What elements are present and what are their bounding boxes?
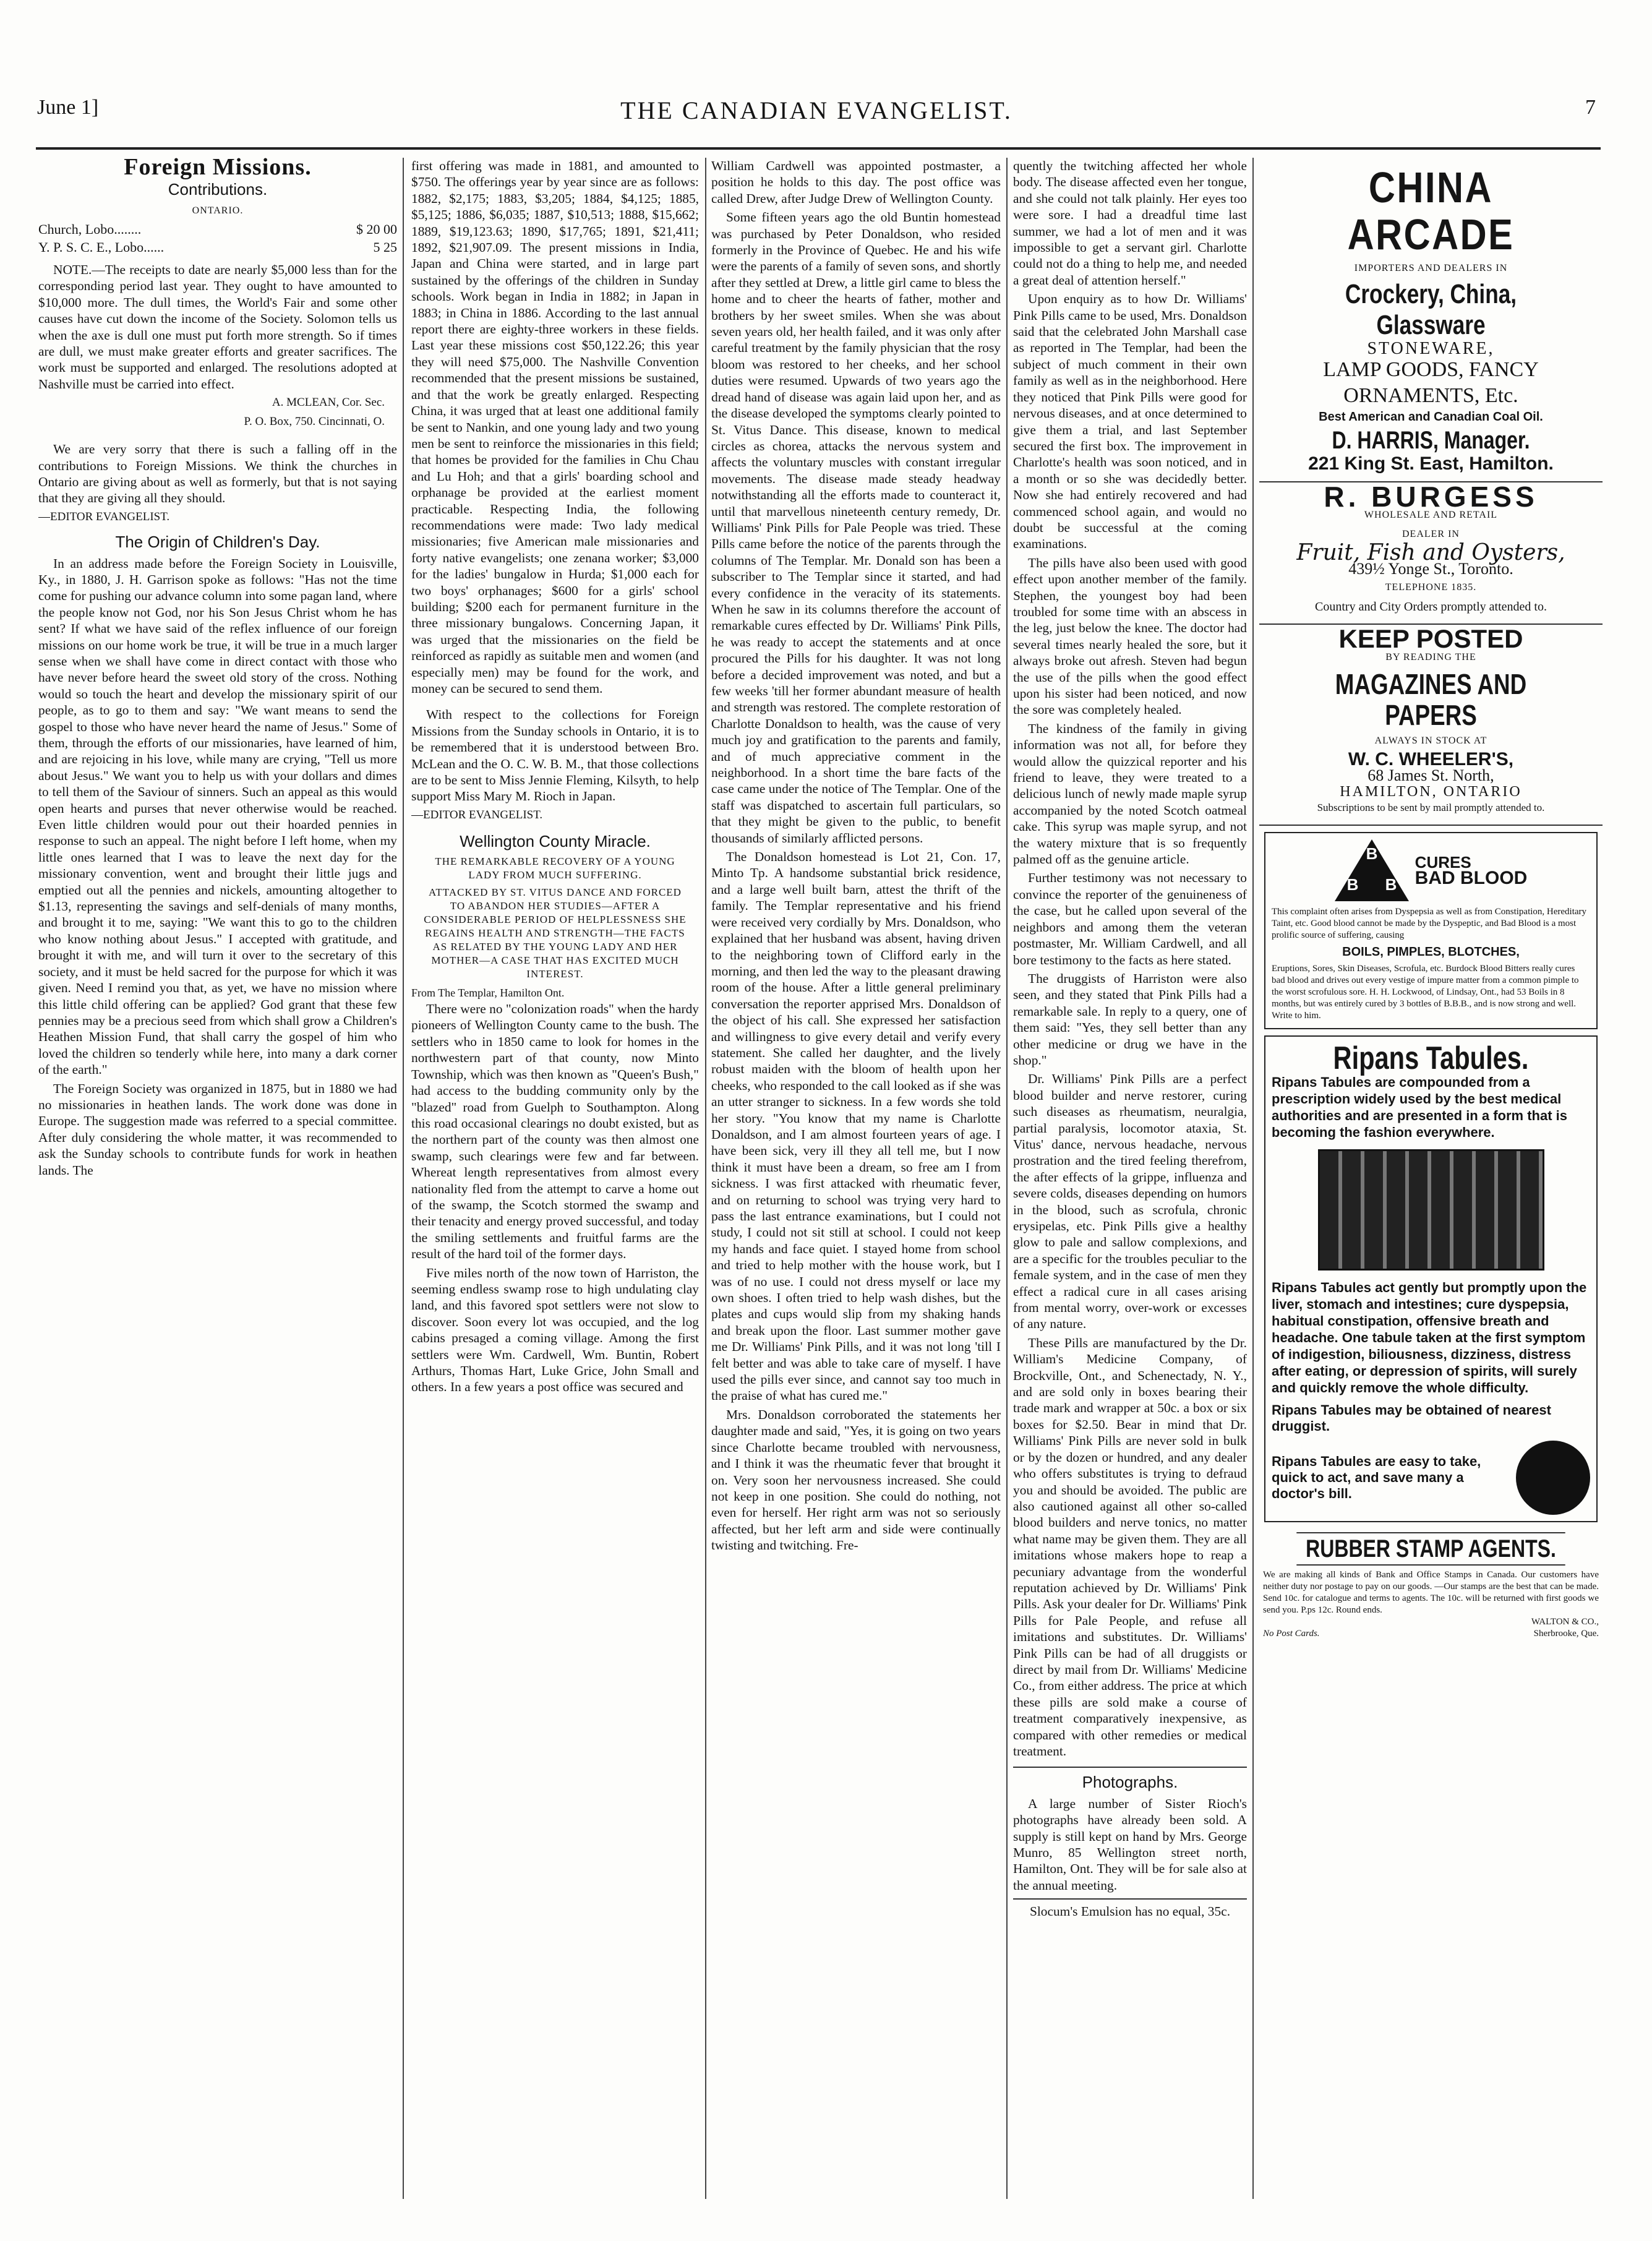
article-deck: THE REMARKABLE RECOVERY OF A YOUNG LADY FROM MUCH SUFFERING.	[435, 855, 675, 881]
bbb-logo	[1272, 839, 1590, 901]
ad-note: No Post Cards.	[1263, 1628, 1320, 1639]
article-title: The Origin of Children's Day.	[115, 533, 320, 552]
column-advertisements	[1259, 158, 1603, 2193]
ad-manager: D. HARRIS, Manager.	[1332, 427, 1530, 455]
page-number: 7	[1585, 96, 1596, 119]
column-divider	[1252, 158, 1254, 2199]
article-paragraph: The pills have also been used with good effect upon another member of the family. Stephen, the youngest boy had been troubled for some time with an abscess in the leg, just below the knee. The doctor had several times nearly healed the sore, but it always broke out afresh. Steven had begun the use of the pills when the good effect upon his sister had been noticed, and now the sore was completely healed.	[1013, 555, 1247, 718]
article-paragraph: Five miles north of the now town of Harriston, the seeming endless swamp rose to high undulating clay land, and this favored spot settlers were not slow to discover. Soon every lot was occupied, and the log cabins presaged a coming village. Among the first settlers were Wm. Cardwell, Wm. Buntin, Robert Arthurs, Thomas Hart, Luke Grice, John Small and others. In a few years a post office was secured and	[411, 1265, 699, 1395]
ad-body: Ripans Tabules may be obtained of nearest druggist.	[1272, 1402, 1551, 1434]
ad-company: WALTON & CO.,	[1531, 1616, 1599, 1627]
header-rule	[36, 147, 1601, 150]
ad-line: ORNAMENTS, Etc.	[1343, 384, 1518, 408]
tabules-boxes-illustration	[1318, 1149, 1544, 1270]
section-title: Foreign Missions.	[124, 158, 312, 180]
ad-line: Subscriptions to be sent by mail promptly attended to.	[1317, 802, 1545, 814]
article-paragraph: Mrs. Donaldson corroborated the statements her daughter made and said, "Yes, it is going on two years since Charlotte became troubled with nervousness, and I think it was the rheumatic fever that brought it on. Very soon her nervousness increased. She could not keep in one position. She could do nothing, not even for herself. Her right arm was not so seriously affected, but her left arm and side were continually twisting and twitching. Fre-	[711, 1407, 1001, 1553]
ad-headline: CURES	[1414, 853, 1471, 872]
column-foreign-missions	[38, 158, 397, 2193]
ad-telephone: TELEPHONE 1835.	[1385, 582, 1477, 593]
article-source: From The Templar, Hamilton Ont.	[411, 986, 565, 999]
ad-body: We are making all kinds of Bank and Office Stamps in Canada. Our customers have neither duty nor postage to pay on our goods. —Our stamps are the best that can be made. Send 10c. for catalogue and terms to agents. The 10c. will be returned with first goods we send you. P.ps 12c. Round ends.	[1263, 1569, 1599, 1615]
ad-products: Fruit, Fish and Oysters,	[1296, 540, 1565, 566]
ripans-seal-icon	[1516, 1441, 1590, 1515]
ad-line: BY READING THE	[1385, 652, 1476, 663]
ad-burgess	[1259, 482, 1603, 625]
ad-body: This complaint often arises from Dyspepsia as well as from Constipation, Hereditary Taint, etc. Good blood cannot be made by the Dyspeptic, and Bad Blood is a most prolific source of suffering, causing	[1272, 907, 1587, 941]
ad-body: Eruptions, Sores, Skin Diseases, Scrofula, etc. Burdock Blood Bitters really cures bad blood and drives out every vestige of impure matter from a common pimple to the worst scrofulous sore. H. H. Lockwood, of Lindsay, Ont., had 53 Boils in 8 months, but was entirely cured by 3 bottles of B.B.B., and is now strong and well. Write to him.	[1272, 963, 1579, 1021]
ad-address: 68 James St. North,	[1367, 766, 1494, 785]
ad-name: W. C. WHEELER'S,	[1348, 749, 1514, 770]
page-header	[37, 96, 1596, 139]
bbb-triangle-icon: B B B	[1335, 839, 1409, 901]
ad-headline: CHINA ARCADE	[1347, 163, 1515, 259]
article-paragraph: With respect to the collections for Foreign Missions from the Sunday schools in Ontario, it is to be remembered that it is understood between Bro. McLean and the O. C. W. B. M., that those collections are to be sent to Miss Jennie Fleming, Kilsyth, to help support Miss Mary M. Rioch in Japan.	[411, 707, 699, 804]
ad-line: WHOLESALE AND RETAIL	[1364, 510, 1498, 521]
contributions-title: Contributions.	[168, 180, 268, 199]
ad-line: Best American and Canadian Coal Oil.	[1319, 410, 1543, 424]
signature-address: P. O. Box, 750. Cincinnati, O.	[244, 414, 385, 428]
column-divider	[705, 158, 706, 2199]
article-paragraph: Further testimony was not necessary to convince the reporter of the genuineness of the case, but he called upon several of the neighbors and among them the veteran postmaster, Mr. William Cardwell, and all bore testimony to the facts as here stated.	[1013, 870, 1247, 967]
article-paragraph: These Pills are manufactured by the Dr. William's Medicine Company, of Brockville, Ont., and Schenectady, N. Y., and are sold only in boxes bearing their trade mark and wrapper at 50c. a box or six boxes for $2.50. Bear in mind that Dr. Williams' Pink Pills are never sold in bulk or by the dozen or hundred, and any dealer who offers substitutes is trying to defraud you and should be avoided. The public are also cautioned against all other so-called blood builders and nerve tonics, no matter what name may be given them. They are all imitations whose makers hope to reap a pecuniary advantage from the wonderful reputation achieved by Dr. Williams' Pink Pills. Ask your dealer for Dr. Williams' Pink Pills for Pale People, and refuse all imitations and substitutes. Dr. Williams' Pink Pills can be had of all druggists or direct by mail from Dr. Williams' Medicine Co., from either address. The price at which these pills are sold make a course of treatment comparatively inexpensive, as compared with other remedies or medical treatment.	[1013, 1335, 1247, 1759]
article-paragraph: The kindness of the family in giving information was not all, for before they would allow the quizzical reporter and his friend to leave, they were treated to a delicious lunch of newly made maple syrup accompanied by the noted Scotch oatmeal cake. This syrup was maple syrup, and not the watery mixture that is so frequently palmed off as the genuine article.	[1013, 721, 1247, 867]
article-deck: ATTACKED BY ST. VITUS DANCE AND FORCED TO ABANDON HER STUDIES—AFTER A CONSIDERABLE PERIOD OF HELPLESSNESS SHE REGAINS HEALTH AND STRENGTH—THE FACTS AS RELATED BY THE YOUNG LADY AND HER MOTHER—A CASE THAT HAS EXCITED MUCH INTEREST.	[424, 886, 687, 980]
editor-signature: —EDITOR EVANGELIST.	[411, 808, 543, 821]
ad-bbb	[1264, 832, 1598, 1029]
newspaper-title: THE CANADIAN EVANGELIST.	[620, 96, 1012, 124]
editor-note: We are very sorry that there is such a falling off in the contributions to Foreign Missions. We think the churches in Ontario are giving about as well as formerly, but that is not saying that they are giving all they should.	[38, 442, 397, 506]
article-paragraph: Some fifteen years ago the old Buntin homestead was purchased by Peter Donaldson, who resided formerly in the Province of Quebec. He and his wife were the parents of a family of seven sons, and shortly after they settled at Drew, a little girl came to bless the home and to cheer the hearts of father, mother and brothers by her sweet smiles. When she was about seven years old, her health failed, and it was only after careful treatment by the family physician that the rosy bloom was restored to her cheeks, and her school duties were resumed. Upwards of two years ago the dread hand of disease was again laid upon her, and as the disease developed the symptoms clearly pointed to St. Vitus Dance. This disease, known to medical circles as chorea, attacks the nervous system and affects the voluntary muscles with constant irregular movements. The disease made steady headway notwithstanding all the efforts made to counteract it, until that marvellous nineteenth century remedy, Dr. Williams' Pink Pills for Pale People was tried. These Pills came before the notice of the parents through the columns of The Templar. Mr. Donald son has been a subscriber to The Templar since it started, and had every confidence in the veracity of its statements. When he saw in its columns therefore the account of remarkable cures effected by Dr. Williams' Pink Pills, he was ready to accept the statements and at once procured the Pills for his daughter. It was not long before a decided improvement was noted, and but a few weeks 'till her former abundant measure of health and strength was restored. The complete restoration of Charlotte Donaldson to health, was the cause of very much joy and gratification to the parents and family, and of much appreciative comment in the neighborhood. In a short time the bare facts of the case came under the notice of The Templar. One of the staff was dispatched to ascertain full particulars, so that they might be given to the public, to benefit thousands of similarly afflicted persons.	[711, 210, 1001, 846]
ledger-entry: Y. P. S. C. E., Lobo...... 5 25	[38, 239, 397, 255]
region-label: ONTARIO.	[192, 205, 244, 216]
ad-headline: KEEP POSTED	[1338, 623, 1523, 653]
article-title: Photographs.	[1013, 1767, 1247, 1790]
note-paragraph: NOTE.—The receipts to date are nearly $5,000 less than for the corresponding period last year. They ought to have amounted to $10,000 more. The dull times, the World's Fair and some other causes have cut down the income of the Society. Solomon tells us when the axe is dull one must put forth more strength. So if times are dull, we must make greater efforts and greater sacrifices. The work must be supported and enlarged. The resolutions adopted at Nashville must be carried into effect.	[38, 262, 397, 392]
article-paragraph: Dr. Williams' Pink Pills are a perfect blood builder and nerve restorer, curing such diseases as rheumatism, neuralgia, partial paralysis, locomotor ataxia, St. Vitus' dance, nervous headache, nervous prostration and the tired feeling therefrom, the after effects of la grippe, influenza and severe colds, diseases depending on humors in the blood, such as scrofula, chronic erysipelas, etc. Pink Pills give a healthy glow to pale and sallow complexions, and are a specific for the troubles peculiar to the female system, and in the case of men they effect a radical cure in all cases arising from mental worry, over-work or excesses of any nature.	[1013, 1071, 1247, 1332]
ad-headline: BAD BLOOD	[1414, 868, 1528, 889]
column-4	[1013, 158, 1247, 2193]
ad-line: IMPORTERS AND DEALERS IN	[1354, 263, 1508, 273]
ad-address: 439½ Yonge St., Toronto.	[1348, 560, 1513, 578]
ad-line: Country and City Orders promptly attended to.	[1315, 599, 1547, 614]
article-title: Wellington County Miracle.	[460, 832, 651, 851]
ad-city: HAMILTON, ONTARIO	[1340, 784, 1522, 800]
article-paragraph: In an address made before the Foreign Society in Louisville, Ky., in 1880, J. H. Garrison spoke as follows: "Has not the time come for pushing our advance column into some pagan land, where the people know not God, nor his Son Jesus Christ whom he has sent? If what we have said of the reflex influence of our foreign missions on our home work be true, it will be true in a much larger sense when we shall have come in direct contact with those who have never before heard the sweet old story of the cross. Nothing would so touch the heart and develop the missionary spirit of our people, as to go to them and say: "We want means to send the gospel to those who have never heard the name of Jesus." Some of them, through the efforts of our missionaries, have learned of him, and are rejoicing in his love, while many are crying, "Tell us more about Jesus." We want you to help us with your dollars and dimes to tell them of the Saviour of sinners. Such an appeal as this would open hearts and purses that never otherwise would be reached. Even little children would pour out their hoarded pennies in response to such an appeal. The night before I left home, when my little ones learned that I was to leave the next day for the missionary convention, went and brought their little jugs and emptied out all the pennies and nickels, amounting altogether to $1.13, representing the savings and self-denials of many months, and brought it to me, saying: "We want this to go to the children who know nothing about Jesus." I accepted with gratitude, and brought it with me, and will turn it over to the secretary of this society, and it must be held sacred for the purpose for which it was given. Need I remind you that, as yet, we have no mission where this little child offering can be applied? God grant that these few pennies may be a precious seed from which shall grow a Children's Heathen Mission Fund, that shall carry the gospel of him who loved the children so tenderly while here, into many a dark corner of the earth."	[38, 555, 397, 1078]
ad-body: Ripans Tabules act gently but promptly upon the liver, stomach and intestines; cure dyspepsia, habitual constipation, offensive breath and headache. One tabule taken at the first symptom of indigestion, biliousness, dizziness, distress after eating, or depression of spirits, will surely and quickly remove the whole difficulty.	[1272, 1279, 1587, 1395]
article-paragraph: The Foreign Society was organized in 1875, but in 1880 we had no missionaries in heathen lands. The work done was done in Europe. The suggestion made was referred to a special committee. After duly considering the whole matter, it was recommended to ask the Sunday schools to contribute funds for work in heathen lands. The	[38, 1081, 397, 1178]
ad-line: DEALER IN	[1402, 528, 1460, 539]
column-divider	[403, 158, 404, 2199]
ad-line: STONEWARE,	[1367, 339, 1495, 359]
ledger-entry: Church, Lobo........ $ 20 00	[38, 221, 397, 238]
article-paragraph: first offering was made in 1881, and amounted to $750. The offerings year by year since are as follows: 1882, $2,175; 1883, $3,205; 1884, $4,125; 1885, $5,125; 1886, $6,035; 1887, $10,513; 1888, $15,662; 1889, $19,123.63; 1890, $17,765; 1891, $21,411; 1892, $21,907.09. The present missions in India, Japan and China were started, and in large part sustained by the offerings of the children in Sunday schools. Work began in India in 1882; in Japan in 1883; in China in 1886. According to the last annual report there are eighty-three workers in these fields. Last year these missions cost $50,122.26; this year they will need $75,000. The Nashville Convention recommended that the present missions be sustained, and that the work be greatly enlarged. Respecting China, it was urged that at least one additional family be sent to Nankin, and one young lady and two young men be sent to reinforce the missionaries in this field; that homes be provided for the families in Chu Chau and Lu Hoh; and that a girls' boarding school and orphanage be provided at the earliest moment practicable. Respecting India, the following recommendations were made: Two lady medical missionaries; five American male missionaries and forty native evangelists; one zenana worker; $3,000 for the ladies' bungalow in Hurda; $1,000 each for two boys' orphanages; $600 for a girls' school building; $200 each for permanent furniture in the three missionary bungalows. Concerning Japan, it was urged that the missionaries on the field be reinforced as rapidly as suitable men and women (and especially men) may be found for the work, and money can be secured to send them.	[411, 158, 699, 696]
ad-subhead: BOILS, PIMPLES, BLOTCHES,	[1342, 945, 1520, 959]
column-2	[411, 158, 699, 2193]
column-3	[711, 158, 1001, 2193]
article-paragraph: There were no "colonization roads" when the hardy pioneers of Wellington County came to the bush. The settlers who in 1850 came to look for homes in the northwestern part of that county, now Minto Township, which was then known as "Queen's Bush," had access to the budding community only by the "blazed" road from Guelph to Southampton. Along this road occasional clearings no doubt existed, but as the northern part of the county was then almost one swamp, such clearings were few and far between. Whereat length representatives from almost every nationality fled from the attempt to carve a home out of the swamp, the Scotch stormed the swamp and their tenacity and energy proved successful, and today the smiling settlements and fruitful farms are the result of the hard toil of the former days.	[411, 1001, 699, 1262]
signature: A. MCLEAN, Cor. Sec.	[272, 396, 385, 409]
article-paragraph: Upon enquiry as to how Dr. Williams' Pink Pills came to be used, Mrs. Donaldson said that the celebrated John Marshall case as reported in The Templar, had been the subject of much comment in their own family as well as in the neighborhood. Here they noticed that Pink Pills were good for nervous diseases, and at once determined to give them a trial, and last September secured the first box. The improvement in Charlotte's health was soon noticed, and in a month or so she was decidedly better. Now she had entirely recovered and had commenced school again, and would no doubt be successful at the coming examinations.	[1013, 291, 1247, 552]
ad-china-arcade	[1259, 158, 1603, 482]
ad-location: Sherbrooke, Que.	[1533, 1628, 1599, 1639]
ad-ripans	[1264, 1035, 1598, 1522]
editor-signature: —EDITOR EVANGELIST.	[38, 510, 170, 523]
ad-body: Ripans Tabules are compounded from a prescription widely used by the best medical authorities and are presented in a form that is becoming the fashion everywhere.	[1272, 1074, 1567, 1140]
article-paragraph: The druggists of Harriston were also seen, and they stated that Pink Pills had a remarkable sale. In reply to a query, one of them said: "Yes, they sell better than any other medicine or drug we have in the shop."	[1013, 971, 1247, 1068]
issue-date: June 1]	[37, 96, 99, 119]
ad-headline: MAGAZINES AND PAPERS	[1335, 667, 1527, 731]
ad-headline: RUBBER STAMP AGENTS.	[1296, 1532, 1565, 1566]
slocum-notice: Slocum's Emulsion has no equal, 35c.	[1013, 1898, 1247, 1919]
article-paragraph: A large number of Sister Rioch's photographs have already been sold. A supply is still kept on hand by Mrs. George Munro, 85 Wellington street north, Hamilton, Ont. They will be for sale also at the annual meeting.	[1013, 1796, 1247, 1893]
column-divider	[1006, 158, 1008, 2199]
article-paragraph: William Cardwell was appointed postmaster, a position he holds to this day. The post office was called Drew, after Judge Drew of Wellington County.	[711, 158, 1001, 206]
ad-wheeler	[1259, 625, 1603, 826]
ad-headline: R. BURGESS	[1324, 480, 1538, 513]
ad-headline: Ripans Tabules.	[1333, 1040, 1529, 1076]
ad-address: 221 King St. East, Hamilton.	[1308, 453, 1554, 474]
article-paragraph: quently the twitching affected her whole body. The disease affected even her tongue, and she could not talk plainly. Her eyes too were sore. I had a dreadful time last summer, we had a lot of men and it was impossible to get a servant girl. Charlotte could not do a thing to help me, and needed a great deal of attention herself."	[1013, 158, 1247, 288]
article-paragraph: The Donaldson homestead is Lot 21, Con. 17, Minto Tp. A handsome substantial brick residence, and a large well built barn, attest the thrift of the family. The Templar representative and his friend were received very cordially by Mrs. Donaldson, who explained that her husband was absent, having driven to the neighboring town of Clifford early in the morning, and then led the way to the pleasant drawing room of the house. After a little general preliminary conversation the reporter apprised Mrs. Donaldson of the object of his call. She expressed her satisfaction and willingness to give every detail and verify every statement. She called her daughter, and the lively robust maiden with the bloom of health upon her cheeks, who responded to the call looked as if she was an utter stranger to sickness. In a few words she told her story. "You know that my name is Charlotte Donaldson, and I am almost fourteen years of age. I have been sick, very ill they all tell me, but I now think it must have been a dream, so free am I from sickness. I was first attacked with rheumatic fever, and on returning to school was trying very hard to pass the last entrance examinations, but I could not study, I could not sit still at school. I could not keep my hands and face quiet. I stayed home from school and tried to help mother with the house work, but I was of no use. I could not dress myself or lace my own shoes. I often tried to help wash dishes, but the plates and cups would slip from my shaking hands and break upon the floor. Last summer mother gave me Dr. Williams' Pink Pills, and it was not long 'till I felt better and was able to take care of myself. I have used the pills ever since, and cannot say too much in the praise of what has cured me."	[711, 849, 1001, 1403]
ad-body: Ripans Tabules are easy to take, quick to act, and save many a doctor's bill.	[1272, 1453, 1481, 1501]
ad-headline: Crockery, China, Glassware	[1345, 279, 1517, 341]
ad-rubber-stamp	[1259, 1528, 1603, 1643]
ad-line: ALWAYS IN STOCK AT	[1374, 735, 1487, 746]
ad-line: LAMP GOODS, FANCY	[1323, 358, 1539, 382]
